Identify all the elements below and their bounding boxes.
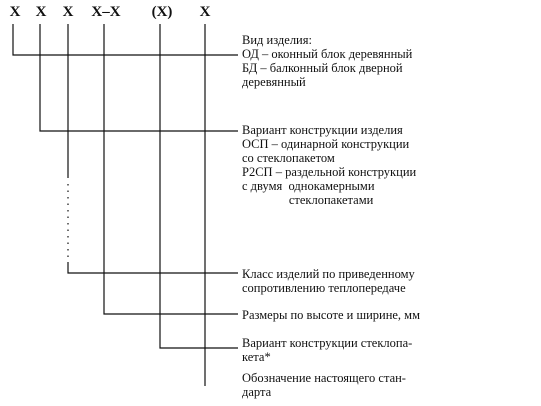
- connector-glazing: [160, 24, 238, 348]
- desc-construction-variant: Вариант конструкции изделия ОСП – одинарной конструкции со стеклопакетом Р2СП – раздельной конструкции с двумя однокамерными стеклопакетами: [242, 123, 417, 207]
- desc-standard: Обозначение настоящего стан- дарта: [242, 371, 406, 399]
- desc-product-type: Вид изделия: ОД – оконный блок деревянный БД – балконный блок дверной деревянный: [242, 33, 413, 89]
- code-standard: X: [199, 4, 211, 20]
- code-glazing: (X): [151, 4, 173, 20]
- connector-size: [104, 24, 238, 314]
- desc-dimensions: Размеры по высоте и ширине, мм: [242, 308, 421, 322]
- connector-type: [13, 24, 238, 55]
- desc-glazing-variant: Вариант конструкции стеклопа- кета*: [242, 336, 413, 364]
- code-class: X: [62, 4, 74, 20]
- code-type: X: [9, 4, 21, 20]
- code-variant: X: [35, 4, 47, 20]
- connector-class-bottom: [68, 262, 238, 273]
- code-size: X–X: [91, 4, 121, 20]
- connector-variant: [40, 24, 238, 131]
- desc-thermal-class: Класс изделий по приведенному сопротивлению теплопередаче: [242, 267, 415, 295]
